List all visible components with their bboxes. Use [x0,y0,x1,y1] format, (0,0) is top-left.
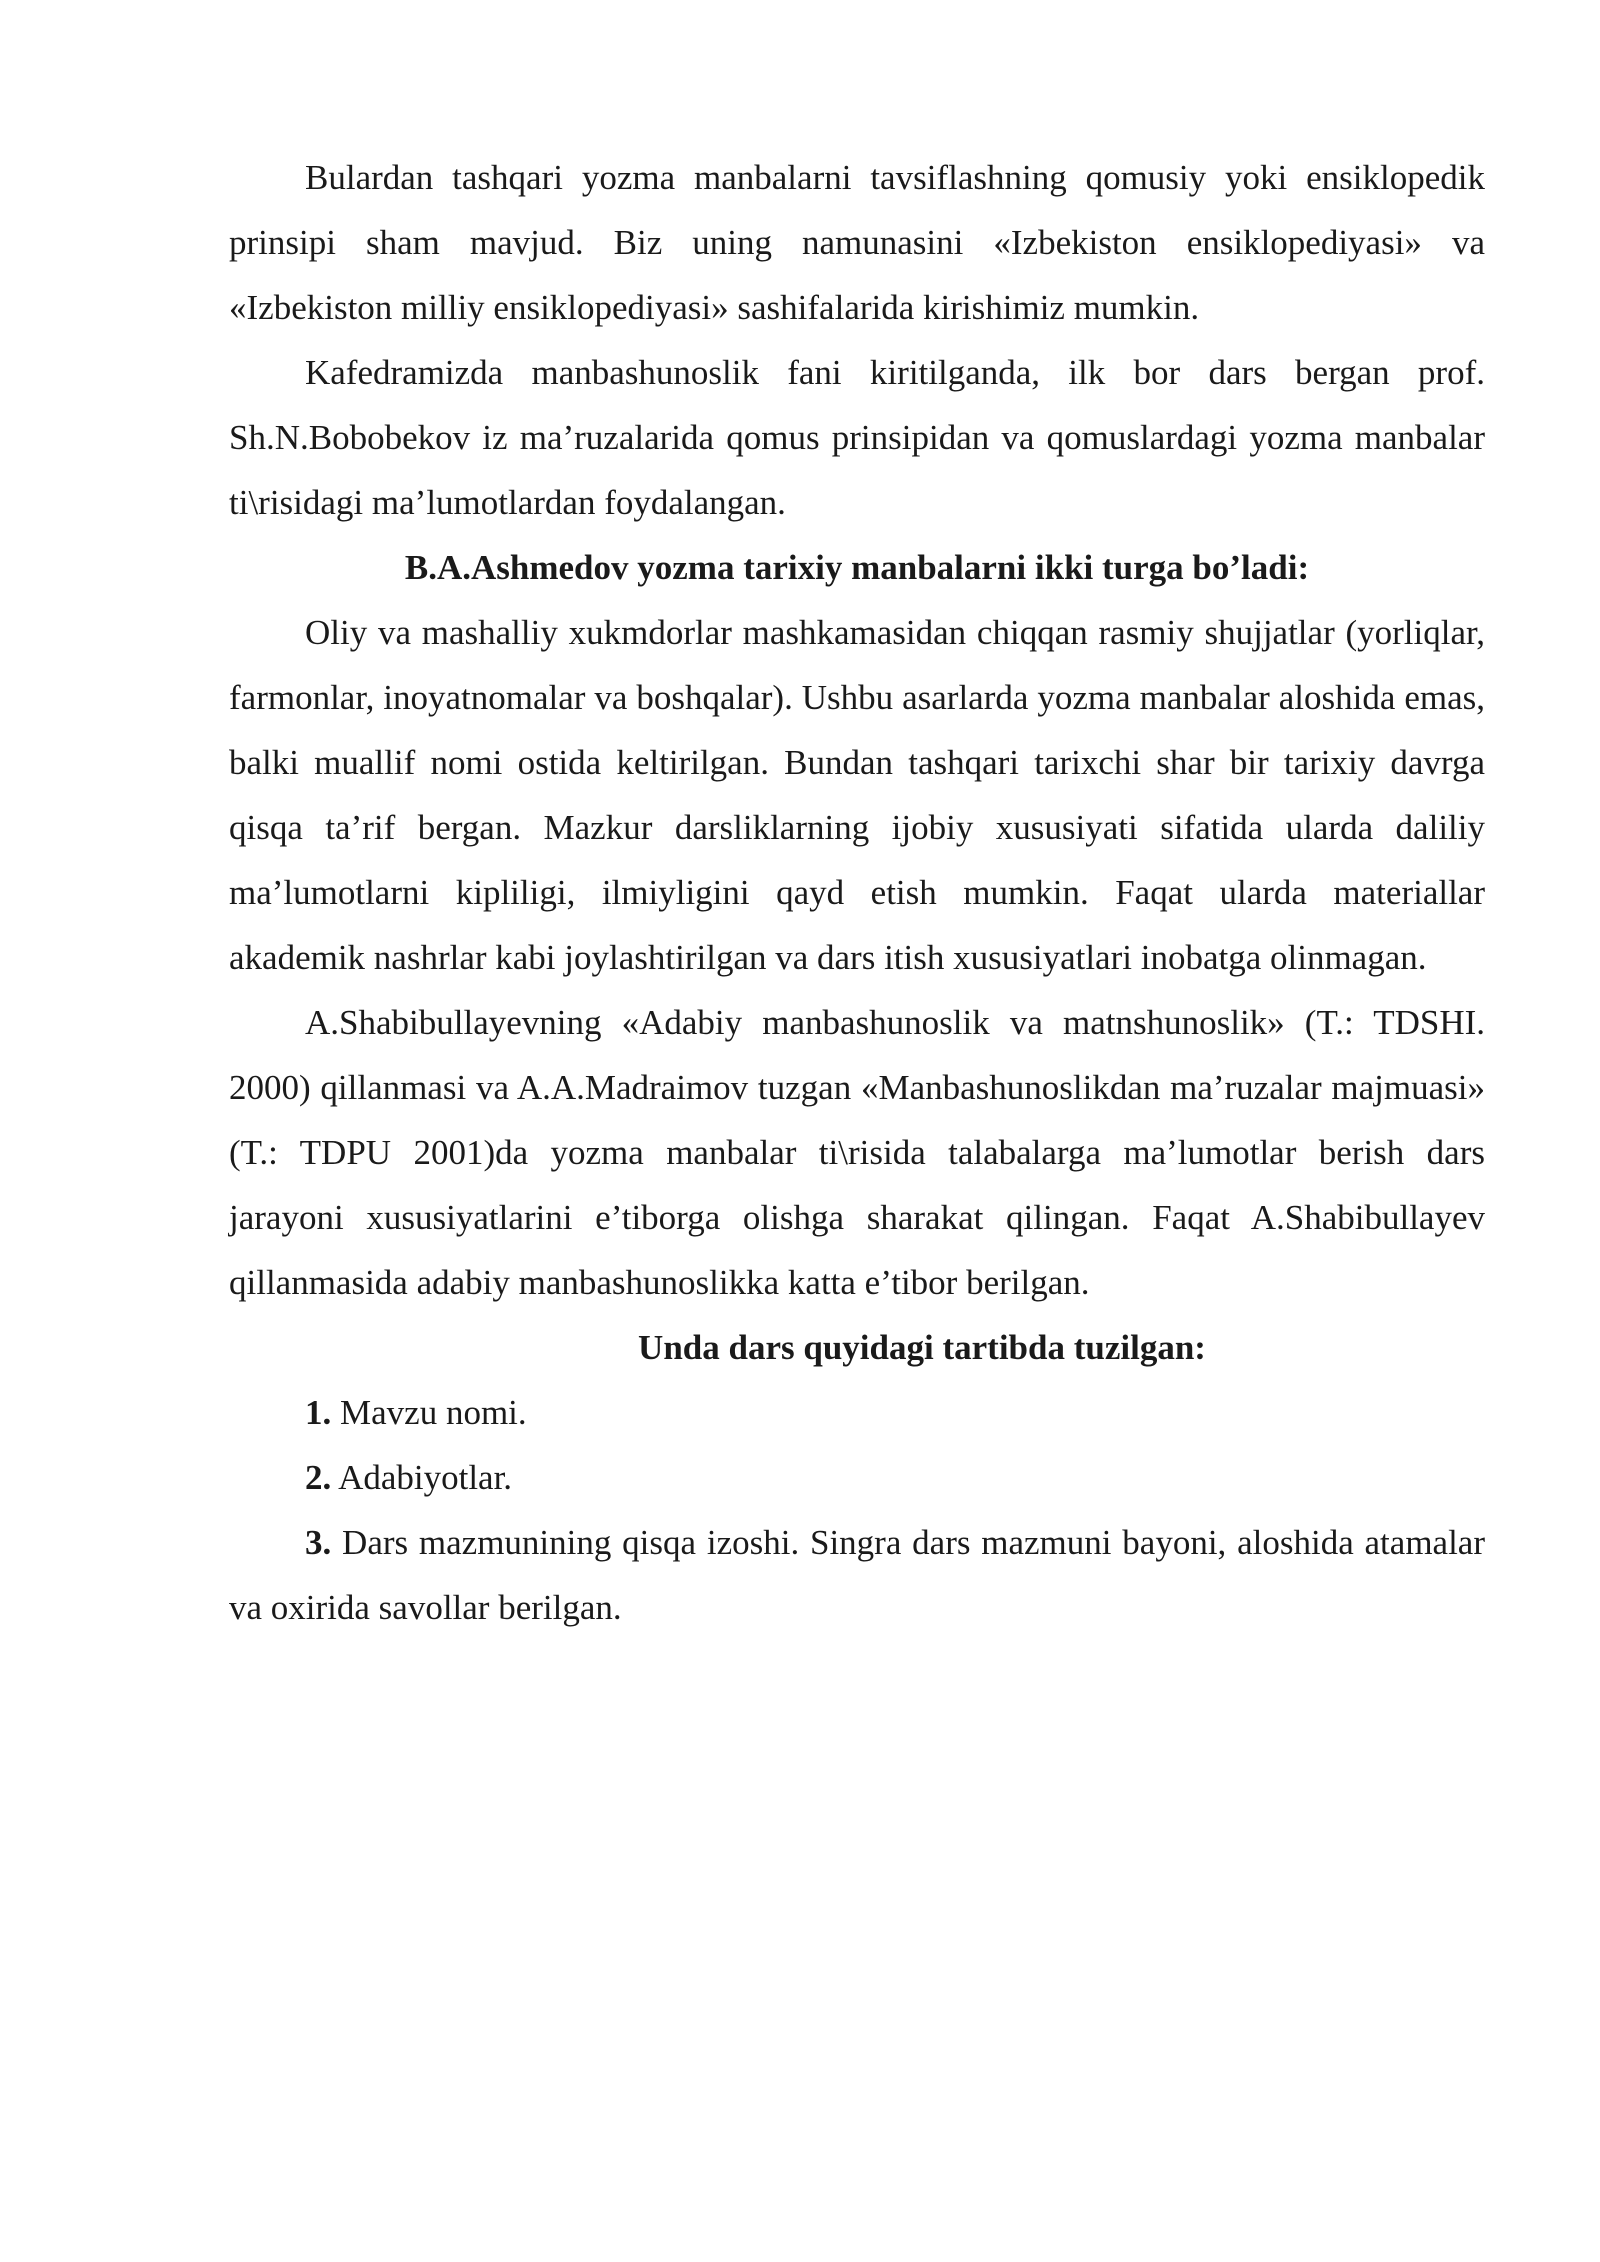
list-item [229,1510,1485,1640]
paragraph-encyclopedic-principle: Bulardan tashqari yozma manbalarni tavsiflashning qomusiy yoki ensiklopedik prinsipi sham mavjud. Biz uning namunasini «Izbekiston ensiklopediyasi» va «Izbekiston milliy ensiklopediyasi» sashifalarida kirishimiz mumkin. [229,158,1485,327]
section-heading-ashmedov: B.A.Ashmedov yozma tarixiy manbalarni ikki turga bo’ladi: [404,548,1310,587]
paragraph-kafedra: Kafedramizda manbashunoslik fani kiritilganda, ilk bor dars bergan prof. Sh.N.Bobobekov iz ma’ruzalarida qomus prinsipidan va qomuslardagi yozma manbalar ti\risidagi ma’lumotlardan foydalangan. [229,353,1485,522]
paragraph-official-documents: Oliy va mashalliy xukmdorlar mashkamasidan chiqqan rasmiy shujjatlar (yorliqlar, farmonlar, inoyatnomalar va boshqalar). Ushbu asarlarda yozma manbalar aloshida emas, balki muallif nomi ostida keltirilgan. Bundan tashqari tarixchi shar bir tarixiy davrga qisqa ta’rif bergan. Mazkur darsliklarning ijobiy xususiyati sifatida ularda daliliy ma’lumotlarni kipliligi, ilmiyligini qayd etish mumkin. Faqat ularda materiallar akademik nashrlar kabi joylashtirilgan va dars itish xususiyatlari inobatga olinmagan. [229,613,1485,977]
list-item-number: 2. [305,1458,332,1497]
list-item [229,1445,1485,1510]
paragraph-shabibullayev: A.Shabibullayevning «Adabiy manbashunoslik va matnshunoslik» (T.: TDSHI. 2000) qillanmasi va A.A.Madraimov tuzgan «Manbashunoslikdan ma’ruzalar majmuasi» (T.: TDPU 2001)da yozma manbalar ti\risida talabalarga ma’lumotlar berish dars jarayoni xususiyatlarini e’tiborga olishga sharakat qilingan. Faqat A.Shabibullayev qillanmasida adabiy manbashunoslikka katta e’tibor berilgan. [229,1003,1485,1302]
list-item-number: 3. [305,1523,332,1562]
list-item-number: 1. [305,1393,332,1432]
document-body [229,145,1485,1640]
section-heading-lesson-structure: Unda dars quyidagi tartibda tuzilgan: [638,1328,1206,1367]
list-item-text: Mavzu nomi. [331,1393,527,1432]
list-item-text: Adabiyotlar. [331,1458,513,1497]
list-item-text: Dars mazmunining qisqa izoshi. Singra dars mazmuni bayoni, aloshida atamalar va oxirida savollar berilgan. [229,1523,1485,1627]
list-item [229,1380,1485,1445]
